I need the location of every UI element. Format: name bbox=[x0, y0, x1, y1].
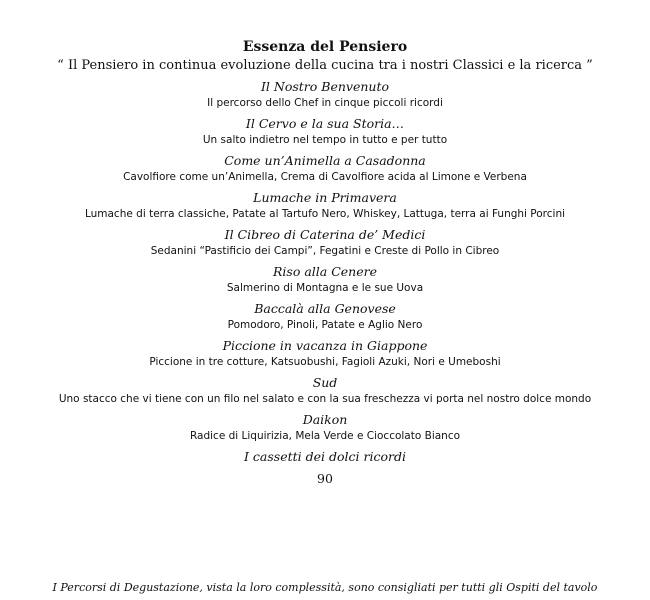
menu-title: Essenza del Pensiero bbox=[242, 39, 408, 55]
menu-price: 90 bbox=[317, 471, 333, 486]
course-name: Il Nostro Benvenuto bbox=[260, 79, 390, 94]
course-description: Radice di Liquirizia, Mela Verde e Cioccolato Bianco bbox=[189, 430, 461, 442]
course-description: Sedanini “Pastificio dei Campi”, Fegatini e Creste di Pollo in Cibreo bbox=[150, 245, 500, 257]
tasting-menu bbox=[0, 38, 650, 488]
course-name: Come un’Animella a Casadonna bbox=[224, 153, 426, 168]
course-name: Riso alla Cenere bbox=[273, 264, 377, 279]
course-item bbox=[0, 226, 650, 260]
course-name: Sud bbox=[312, 375, 338, 390]
course-item bbox=[0, 78, 650, 112]
course-name: Baccalà alla Genovese bbox=[254, 301, 396, 316]
course-description: Uno stacco che vi tiene con un filo nel salato e con la sua freschezza vi porta nel nostro dolce mondo bbox=[58, 393, 592, 405]
course-item bbox=[0, 374, 650, 408]
course-description: Il percorso dello Chef in cinque piccoli ricordi bbox=[207, 97, 443, 109]
course-name: Piccione in vacanza in Giappone bbox=[222, 338, 428, 353]
course-item bbox=[0, 263, 650, 297]
course-description: Piccione in tre cotture, Katsuobushi, Fagioli Azuki, Nori e Umeboshi bbox=[149, 356, 501, 368]
course-item bbox=[0, 300, 650, 334]
course-description: Un salto indietro nel tempo in tutto e per tutto bbox=[202, 134, 448, 146]
course-description: Cavolfiore come un’Animella, Crema di Cavolfiore acida al Limone e Verbena bbox=[123, 171, 527, 183]
course-item bbox=[0, 152, 650, 186]
course-name: Lumache in Primavera bbox=[253, 190, 397, 205]
course-description: Salmerino di Montagna e le sue Uova bbox=[226, 282, 424, 294]
course-item bbox=[0, 189, 650, 223]
course-name: Il Cervo e la sua Storia… bbox=[245, 116, 405, 131]
course-name: I cassetti dei dolci ricordi bbox=[244, 449, 406, 464]
course-item bbox=[0, 448, 650, 465]
footer-note: I Percorsi di Degustazione, vista la loro complessità, sono consigliati per tutti gli Ospiti del tavolo bbox=[52, 581, 598, 594]
course-item bbox=[0, 411, 650, 445]
menu-subtitle: “ Il Pensiero in continua evoluzione della cucina tra i nostri Classici e la ricerca ” bbox=[57, 58, 593, 73]
course-name: Daikon bbox=[302, 412, 348, 427]
course-item bbox=[0, 337, 650, 371]
course-description: Pomodoro, Pinoli, Patate e Aglio Nero bbox=[227, 319, 423, 331]
course-name: Il Cibreo di Caterina de’ Medici bbox=[224, 227, 426, 242]
course-description: Lumache di terra classiche, Patate al Tartufo Nero, Whiskey, Lattuga, terra ai Funghi Porcini bbox=[84, 208, 566, 220]
course-item bbox=[0, 115, 650, 149]
